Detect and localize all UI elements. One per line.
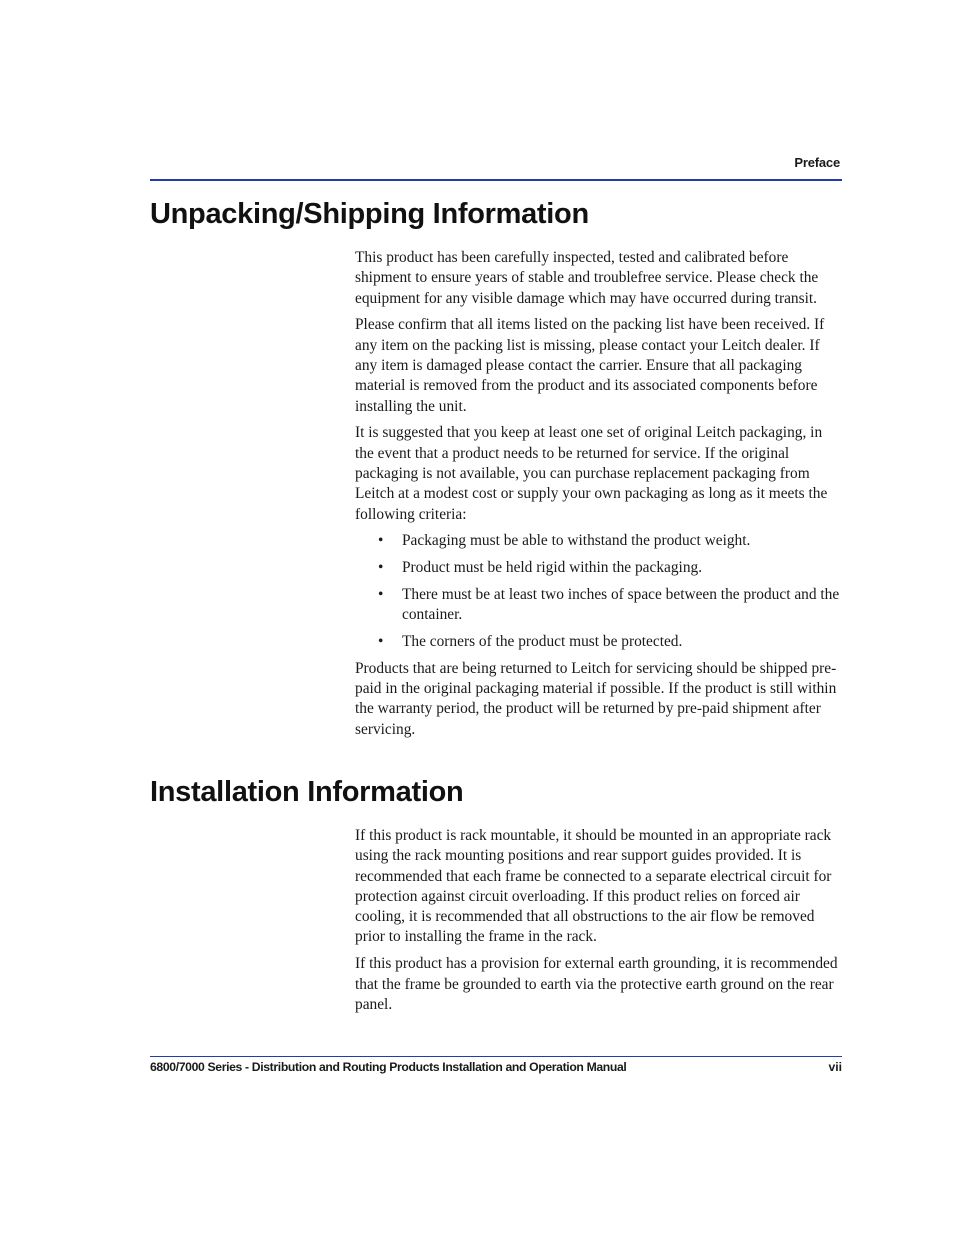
page-number: vii	[828, 1060, 842, 1074]
bullet-icon: •	[378, 559, 384, 577]
bullet-icon: •	[378, 532, 384, 550]
paragraph-rack-mounting: If this product is rack mountable, it should be mounted in an appropriate rack using the rack mounting positions and rear support guides provided. It is recommended that each frame be connected to a separate electrical circuit for protection against circuit overloading. If this product relies on forced air cooling, it is recommended that all obstructions to the air flow be removed prior to installing the frame in the rack.	[355, 827, 832, 946]
paragraph-original-packaging: It is suggested that you keep at least one set of original Leitch packaging, in the event that a product needs to be returned for service. If the original packaging is not available, you can purchase replacement packaging from Leitch at a modest cost or supply your own packaging as long as it meets the following criteria:	[355, 424, 828, 523]
unpacking-section-body	[355, 248, 842, 747]
installation-section-body	[355, 826, 842, 1022]
list-item-text: Packaging must be able to withstand the product weight.	[402, 532, 751, 550]
list-item-text: There must be at least two inches of space between the product and the container.	[402, 585, 840, 624]
header-rule	[150, 179, 842, 181]
list-item	[355, 531, 842, 551]
footer-rule	[150, 1056, 842, 1057]
packaging-criteria-list	[355, 531, 842, 652]
running-header: Preface	[794, 155, 840, 170]
footer-manual-title: 6800/7000 Series - Distribution and Routing Products Installation and Operation Manual	[150, 1060, 627, 1074]
paragraph-packing-list: Please confirm that all items listed on the packing list have been received. If any item on the packing list is missing, please contact your Leitch dealer. If any item is damaged please contact the carrier. Ensure that all packaging material is removed from the product and its associated components before installing the unit.	[355, 316, 825, 415]
bullet-icon: •	[378, 585, 384, 603]
list-item-text: The corners of the product must be protected.	[402, 633, 683, 651]
list-item	[355, 558, 842, 578]
list-item	[355, 585, 842, 626]
list-item	[355, 632, 842, 652]
list-item-text: Product must be held rigid within the packaging.	[402, 559, 703, 577]
heading-installation: Installation Information	[150, 776, 464, 808]
paragraph-earth-grounding: If this product has a provision for external earth grounding, it is recommended that the frame be grounded to earth via the protective earth ground on the rear panel.	[355, 955, 838, 1013]
bullet-icon: •	[378, 633, 384, 651]
paragraph-returns: Products that are being returned to Leitch for servicing should be shipped pre-paid in the original packaging material if possible. If the product is still within the warranty period, the product will be returned by pre-paid shipment after servicing.	[355, 659, 837, 738]
paragraph-inspection: This product has been carefully inspected, tested and calibrated before shipment to ensure years of stable and troublefree service. Please check the equipment for any visible damage which may have occurred during transit.	[355, 249, 819, 307]
heading-unpacking-shipping: Unpacking/Shipping Information	[150, 198, 589, 230]
